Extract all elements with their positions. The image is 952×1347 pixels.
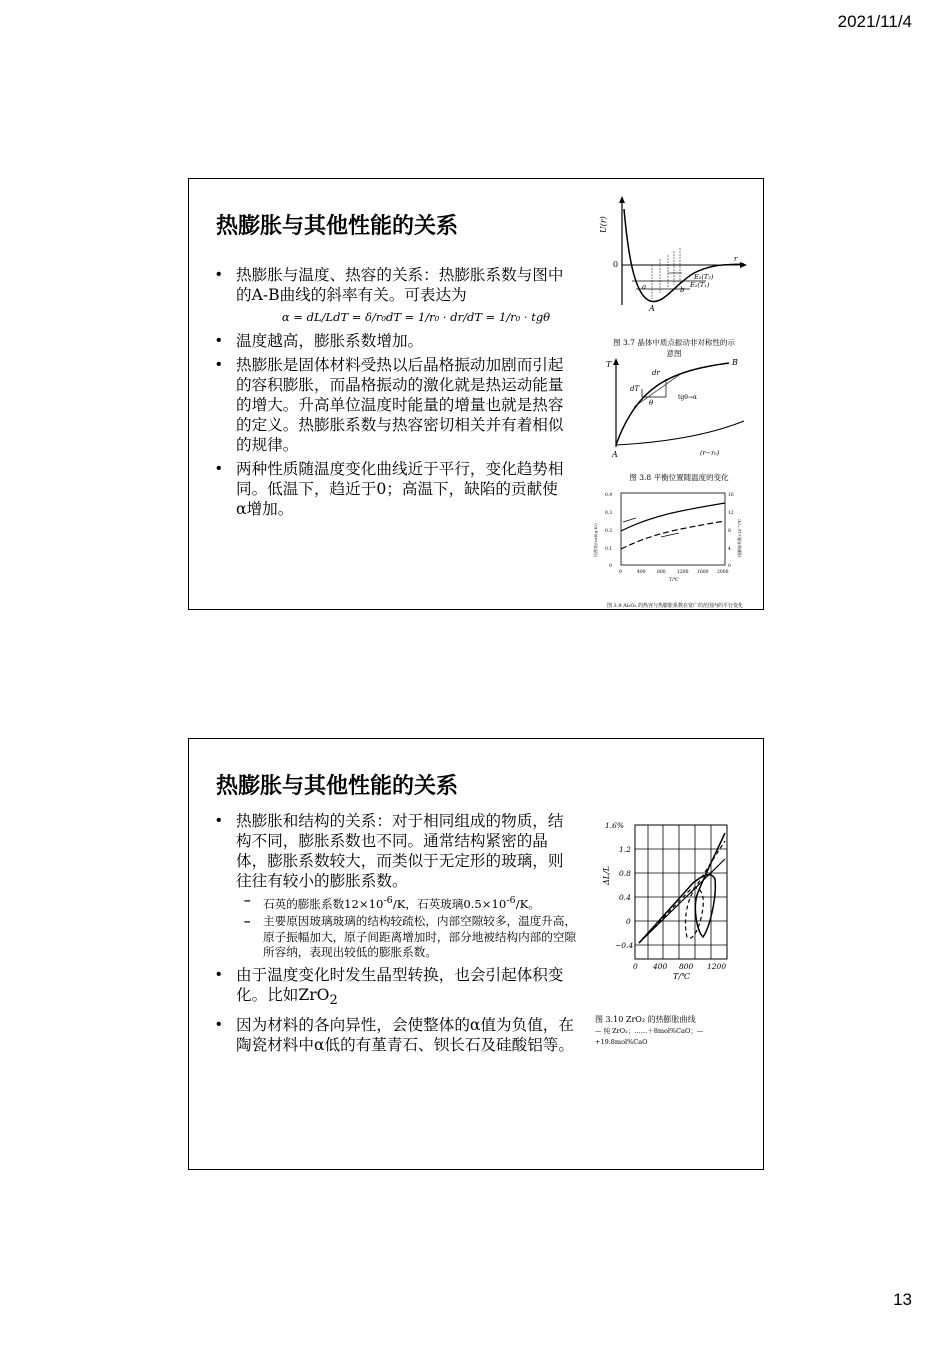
- svg-text:tgθ→α: tgθ→α: [678, 394, 697, 401]
- svg-text:0.2: 0.2: [605, 529, 613, 534]
- bullet-item: • 由于温度变化时发生晶型转换，也会引起体积变化。比如ZrO$_2$: [206, 965, 578, 1011]
- slide-1: [188, 178, 764, 610]
- svg-text:1.2: 1.2: [619, 845, 631, 854]
- svg-text:B: B: [732, 358, 738, 367]
- svg-text:A: A: [612, 450, 618, 459]
- bullet-item: • 两种性质随温度变化曲线近于平行，变化趋势相同。低温下，趋近于0；高温下，缺陷的贡献使α增加。: [206, 459, 566, 519]
- svg-text:800: 800: [657, 570, 666, 575]
- svg-text:0: 0: [619, 570, 622, 575]
- svg-text:0.3: 0.3: [605, 511, 613, 516]
- svg-text:T/℃: T/℃: [669, 578, 679, 583]
- page-number: 13: [893, 1290, 912, 1309]
- svg-text:0.4: 0.4: [605, 493, 613, 498]
- figure-caption: 图 3.8 平衡位置随温度的变化: [629, 473, 729, 482]
- svg-text:400: 400: [653, 962, 668, 971]
- figure-caption: 图 3.9 Al₂O₃ 的热容与热膨胀系数在宽广的范围内的平行变化: [606, 603, 744, 609]
- svg-text:0: 0: [626, 917, 631, 926]
- figure-3-9: [591, 491, 759, 609]
- bullet-item: • 热膨胀是固体材料受热以后晶格振动加剧而引起的容积膨胀，而晶格振动的激化就是热运动能量的增大。升高单位温度时能量的增量也就是热容的定义。热膨胀系数与热容密切相关并有着相似的规律。: [206, 355, 566, 455]
- svg-text:0: 0: [633, 962, 638, 971]
- svg-text:1200: 1200: [707, 962, 727, 971]
- svg-text:12: 12: [728, 511, 734, 516]
- svg-text:1200: 1200: [677, 570, 689, 575]
- svg-text:2000: 2000: [717, 570, 729, 575]
- sub-bullet-item: – 石英的膨胀系数$12\times 10^{-6}/K$，石英玻璃$0.5\times 10^{-6}/K$。: [236, 893, 578, 912]
- figure-3-7: [594, 193, 754, 358]
- svg-text:0: 0: [609, 564, 612, 569]
- svg-text:A: A: [649, 304, 655, 313]
- svg-text:0: 0: [613, 260, 619, 269]
- svg-text:E₂(T₂): E₂(T₂): [694, 273, 714, 281]
- slide-title: 热膨胀与其他性能的关系: [216, 773, 459, 799]
- svg-text:E₁(T₁): E₁(T₁): [690, 281, 710, 289]
- figure-3-10: [593, 819, 761, 1059]
- figure-caption: 图 3.10 ZrO₂ 的热膨胀曲线: [595, 1015, 696, 1024]
- equilibrium-position-curve: [604, 357, 754, 462]
- bullet-item: • 因为材料的各向异性，会使整体的α值为负值，在陶瓷材料中α低的有堇青石、钡长石及硅酸铝等。: [206, 1015, 578, 1055]
- figure-caption: 图 3.7 晶体中质点振动非对称性的示意图: [613, 338, 735, 358]
- svg-text:(r−r₀): (r−r₀): [700, 449, 720, 457]
- figure-legend: — 纯 ZrO₂；……＋8mol%CaO；—: [595, 1027, 704, 1035]
- formula: α = dL/LdT = δ/r₀dT = 1/r₀ · dr/dT = 1/r₀ · tgθ: [281, 310, 551, 324]
- svg-text:线膨胀系数×10⁻⁶/℃: 线膨胀系数×10⁻⁶/℃: [737, 519, 742, 557]
- svg-text:−0.4: −0.4: [615, 941, 634, 950]
- svg-text:b: b: [680, 286, 685, 294]
- potential-energy-curve: [594, 193, 754, 331]
- svg-text:0.1: 0.1: [605, 547, 613, 552]
- svg-text:16: 16: [728, 493, 734, 498]
- svg-text:a: a: [642, 283, 647, 291]
- svg-text:4: 4: [728, 547, 731, 552]
- svg-text:8: 8: [728, 529, 731, 534]
- bullet-list: [206, 265, 566, 523]
- bullet-list: [206, 811, 578, 1059]
- slide-2: [188, 738, 764, 1170]
- svg-text:T/℃: T/℃: [673, 972, 690, 981]
- figure-legend: +19.8mol%CaO: [595, 1038, 648, 1046]
- zro2-expansion-chart: [593, 819, 761, 987]
- sub-bullet-list: [236, 893, 578, 961]
- svg-text:dr: dr: [652, 369, 660, 377]
- svg-text:0.4: 0.4: [619, 893, 631, 902]
- bullet-item: • 温度越高，膨胀系数增加。: [206, 331, 566, 351]
- sub-bullet-item: – 主要原因玻璃玻璃的结构较疏松，内部空隙较多，温度升高，原子振幅加大，原子间距离增加时，部分地被结构内部的空隙所容纳，表现出较低的膨胀系数。: [236, 914, 578, 961]
- heat-capacity-expansion-chart: [591, 491, 759, 597]
- svg-text:800: 800: [679, 962, 694, 971]
- bullet-item: • 热膨胀与温度、热容的关系：热膨胀系数与图中的A-B曲线的斜率有关。可表达为 α = dL/LdT = δ/r₀dT = 1/r₀ · dr/dT = 1/r₀ · tgθ: [206, 265, 566, 327]
- svg-text:1.6%: 1.6%: [605, 821, 625, 830]
- svg-text:θ: θ: [649, 399, 654, 407]
- svg-text:U(r): U(r): [599, 216, 608, 233]
- svg-text:r: r: [734, 255, 738, 263]
- header-date: 2021/11/4: [837, 12, 912, 31]
- svg-text:dT: dT: [630, 385, 640, 393]
- figure-3-8: [604, 357, 754, 482]
- svg-text:比热容/(cal/(g·K)): 比热容/(cal/(g·K)): [593, 523, 598, 557]
- bullet-item: • 热膨胀和结构的关系：对于相同组成的物质，结构不同，膨胀系数也不同。通常结构紧密的晶体，膨胀系数较大，而类似于无定形的玻璃，则往往有较小的膨胀系数。 – 石英的膨胀系数$12\times 10^{-6}/K$，石英玻璃$0.5\times 10^{-6}/K$。 – 主要原因玻璃玻璃的结构较疏松，内部空隙较多，温度升高，原子振幅加大，原子间距离增加时，部分地被结构内部的空隙所容纳，表现出较低的膨胀系数。: [206, 811, 578, 961]
- svg-text:1600: 1600: [697, 570, 709, 575]
- svg-text:T: T: [606, 360, 612, 369]
- slide-title: 热膨胀与其他性能的关系: [216, 213, 459, 239]
- svg-text:ΔL/L: ΔL/L: [602, 865, 611, 885]
- svg-text:400: 400: [637, 570, 646, 575]
- svg-text:0: 0: [728, 564, 731, 569]
- svg-text:0.8: 0.8: [619, 869, 631, 878]
